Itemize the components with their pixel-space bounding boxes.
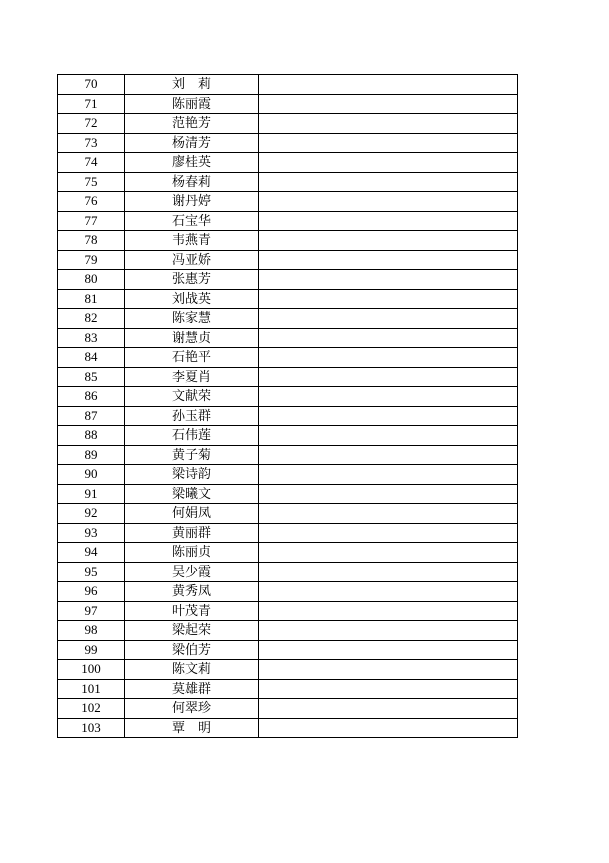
table-row [58,153,518,173]
row-remark-cell [259,660,518,680]
row-name-cell: 陈丽霞 [125,94,259,114]
row-remark-cell [259,562,518,582]
row-number-cell: 83 [58,328,125,348]
table-row [58,231,518,251]
row-remark-cell [259,75,518,95]
row-number-cell: 77 [58,211,125,231]
table-row [58,192,518,212]
row-number-cell: 91 [58,484,125,504]
table-row [58,387,518,407]
row-number-cell: 100 [58,660,125,680]
row-name-cell: 杨春莉 [125,172,259,192]
row-remark-cell [259,270,518,290]
table-row [58,699,518,719]
table-row [58,504,518,524]
row-name-cell: 李夏肖 [125,367,259,387]
row-name-cell: 梁诗韵 [125,465,259,485]
row-remark-cell [259,94,518,114]
table-row [58,133,518,153]
row-number-cell: 92 [58,504,125,524]
row-number-cell: 80 [58,270,125,290]
row-name-cell: 叶茂青 [125,601,259,621]
table-row [58,367,518,387]
table-row [58,562,518,582]
row-name-cell: 黄丽群 [125,523,259,543]
table-row [58,75,518,95]
row-remark-cell [259,679,518,699]
row-remark-cell [259,621,518,641]
row-remark-cell [259,406,518,426]
row-remark-cell [259,309,518,329]
row-remark-cell [259,114,518,134]
row-number-cell: 74 [58,153,125,173]
row-number-cell: 102 [58,699,125,719]
row-number-cell: 73 [58,133,125,153]
row-number-cell: 75 [58,172,125,192]
row-number-cell: 96 [58,582,125,602]
row-remark-cell [259,328,518,348]
row-remark-cell [259,504,518,524]
row-name-cell: 何翠珍 [125,699,259,719]
row-name-cell: 冯亚娇 [125,250,259,270]
row-name-cell: 莫雄群 [125,679,259,699]
row-number-cell: 81 [58,289,125,309]
row-number-cell: 94 [58,543,125,563]
row-name-cell: 梁曦文 [125,484,259,504]
row-number-cell: 93 [58,523,125,543]
table-row [58,426,518,446]
row-number-cell: 72 [58,114,125,134]
table-row [58,114,518,134]
roster-table-body [58,75,518,738]
table-row [58,289,518,309]
row-remark-cell [259,387,518,407]
row-name-cell: 范艳芳 [125,114,259,134]
row-name-cell: 陈丽贞 [125,543,259,563]
row-name-cell: 杨清芳 [125,133,259,153]
row-name-cell: 谢慧贞 [125,328,259,348]
table-row [58,250,518,270]
row-number-cell: 89 [58,445,125,465]
row-name-cell: 廖桂英 [125,153,259,173]
table-row [58,328,518,348]
row-number-cell: 95 [58,562,125,582]
row-remark-cell [259,582,518,602]
row-remark-cell [259,172,518,192]
table-row [58,94,518,114]
row-number-cell: 78 [58,231,125,251]
table-row [58,718,518,738]
row-number-cell: 82 [58,309,125,329]
row-remark-cell [259,289,518,309]
row-number-cell: 101 [58,679,125,699]
row-remark-cell [259,484,518,504]
row-name-cell: 刘 莉 [125,75,259,95]
row-name-cell: 陈家慧 [125,309,259,329]
row-remark-cell [259,133,518,153]
row-remark-cell [259,348,518,368]
row-name-cell: 黄秀凤 [125,582,259,602]
table-row [58,348,518,368]
row-remark-cell [259,211,518,231]
row-remark-cell [259,640,518,660]
table-row [58,582,518,602]
row-number-cell: 86 [58,387,125,407]
row-number-cell: 71 [58,94,125,114]
row-remark-cell [259,367,518,387]
row-number-cell: 79 [58,250,125,270]
row-number-cell: 99 [58,640,125,660]
table-row [58,601,518,621]
row-name-cell: 刘战英 [125,289,259,309]
row-remark-cell [259,445,518,465]
row-name-cell: 陈文莉 [125,660,259,680]
table-row [58,523,518,543]
row-name-cell: 黄子菊 [125,445,259,465]
row-remark-cell [259,231,518,251]
row-name-cell: 文献荣 [125,387,259,407]
row-name-cell: 石伟莲 [125,426,259,446]
table-row [58,406,518,426]
row-number-cell: 90 [58,465,125,485]
row-remark-cell [259,718,518,738]
row-remark-cell [259,465,518,485]
row-remark-cell [259,153,518,173]
table-row [58,309,518,329]
row-name-cell: 谢丹婷 [125,192,259,212]
row-name-cell: 石宝华 [125,211,259,231]
row-name-cell: 梁伯芳 [125,640,259,660]
row-remark-cell [259,192,518,212]
row-remark-cell [259,250,518,270]
table-row [58,660,518,680]
table-row [58,445,518,465]
row-number-cell: 97 [58,601,125,621]
table-row [58,465,518,485]
row-name-cell: 梁起荣 [125,621,259,641]
row-name-cell: 覃 明 [125,718,259,738]
row-remark-cell [259,699,518,719]
row-remark-cell [259,426,518,446]
row-name-cell: 吴少霞 [125,562,259,582]
row-number-cell: 98 [58,621,125,641]
table-row [58,270,518,290]
row-remark-cell [259,523,518,543]
row-number-cell: 87 [58,406,125,426]
row-number-cell: 76 [58,192,125,212]
row-name-cell: 孙玉群 [125,406,259,426]
table-row [58,640,518,660]
row-name-cell: 石艳平 [125,348,259,368]
row-name-cell: 何娟凤 [125,504,259,524]
row-number-cell: 103 [58,718,125,738]
row-number-cell: 85 [58,367,125,387]
row-number-cell: 84 [58,348,125,368]
row-name-cell: 张惠芳 [125,270,259,290]
table-row [58,172,518,192]
row-name-cell: 韦燕青 [125,231,259,251]
table-row [58,621,518,641]
table-row [58,211,518,231]
table-row [58,543,518,563]
row-remark-cell [259,601,518,621]
table-row [58,679,518,699]
name-roster-table [57,74,518,738]
row-number-cell: 88 [58,426,125,446]
row-number-cell: 70 [58,75,125,95]
row-remark-cell [259,543,518,563]
table-row [58,484,518,504]
